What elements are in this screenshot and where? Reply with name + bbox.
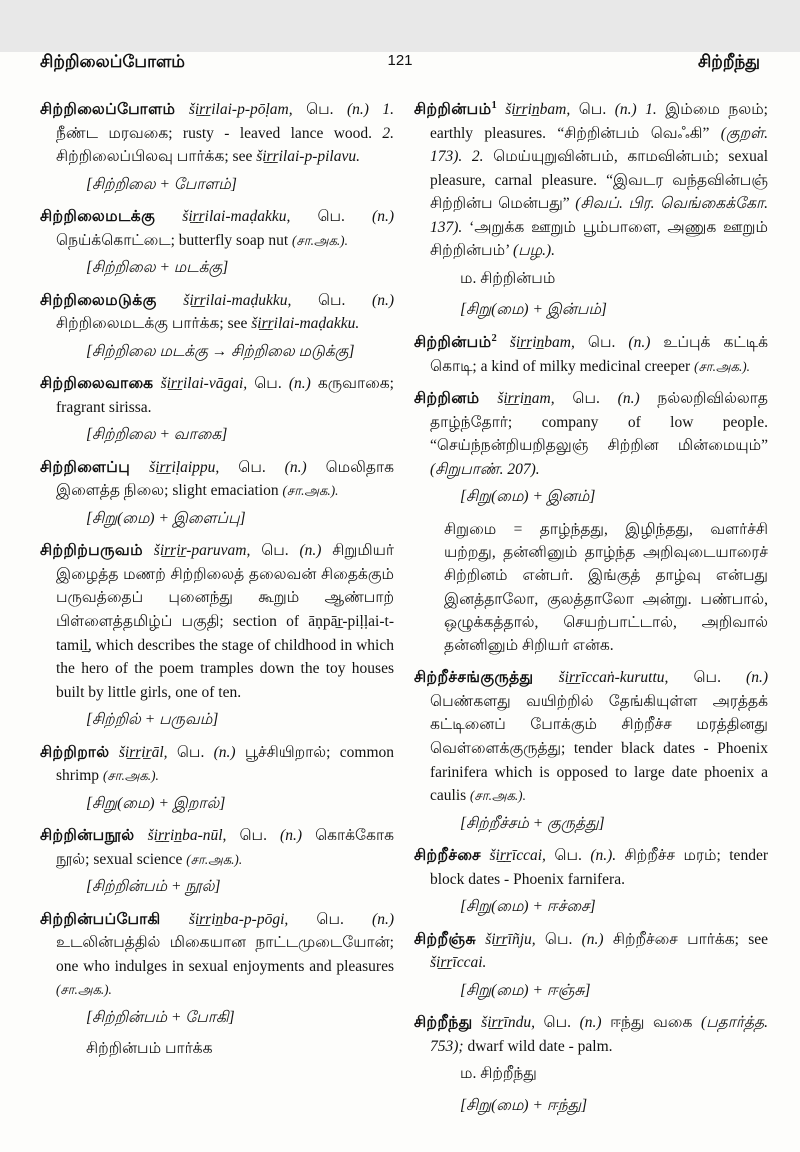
entry-text: பெ. [545, 847, 591, 865]
dictionary-entry [414, 331, 768, 378]
etymology-line [86, 424, 394, 446]
entry-text [161, 911, 189, 928]
entry-text: சிறுமியர் இழைத்த மணற் சிற்றிலைத் தலைவன் சிதைக்கும் பருவத்தைப் புனைந்து கூறும் ஆண்பாற் பிள்ளைத்தமிழ்ப் பகுதி; section of āṇpār̲-piḷḷai-t-tamil̲, which describes the stage of childhood in which the hero of the poem tramples down the toy houses built by little girls, one of ten. [56, 542, 394, 701]
entry-text: நீண்ட மரவகை; rusty - leaved lance wood. [56, 124, 383, 142]
entry-transliteration: šir̲r̲in̲ba-nūl, [147, 827, 227, 845]
entry-paragraph [414, 387, 768, 481]
entry-headword: சிற்றிலைமடக்கு [40, 208, 156, 226]
dictionary-entry [414, 98, 768, 322]
left-column [40, 98, 394, 1126]
entry-citation: [சிற்றீச்சம் + குருத்து] [460, 814, 605, 832]
entry-citation: (n.) [372, 910, 394, 928]
entry-citation: (n.) [628, 334, 651, 352]
entry-paragraph [414, 928, 768, 975]
entry-text [497, 101, 505, 118]
entry-citation: [சிற்றிலை + வாகை] [86, 426, 228, 444]
entry-text [637, 101, 645, 118]
homograph-number: 2 [491, 332, 497, 344]
etymology-line [86, 709, 394, 731]
running-head-right: சிற்றீந்து [697, 52, 760, 71]
entry-text [175, 101, 188, 118]
dictionary-entry [40, 824, 394, 899]
entry-headword: சிற்றிறால் [40, 743, 110, 761]
entry-citation: [சிற்றில் + பருவம்] [86, 711, 219, 729]
entry-transliteration: šir̲r̲īñju, [485, 930, 536, 948]
entry-text: உடலின்பத்தில் மிகையான நாட்டமுடையோன்; one who indulges in sexual enjoyments and pleasures [56, 934, 394, 975]
entry-text: ‘அறுக்க ஊறும் பூம்பாளை, அணுக ஊறும் சிற்றின்பம்’ [430, 218, 768, 260]
entry-text [130, 459, 149, 476]
text-columns [0, 76, 800, 1126]
right-column [414, 98, 768, 1126]
entry-paragraph [40, 98, 394, 169]
entry-paragraph [414, 666, 768, 807]
entry-paragraph [40, 539, 394, 704]
entry-citation: [சிறு(மை) + ஈந்து] [460, 1096, 588, 1114]
entry-text: பெ. [250, 542, 300, 560]
entry-citation: (n.) [299, 542, 322, 560]
homograph-number: 1 [491, 100, 497, 111]
entry-citation: [சிறு(மை) + ஈச்சை] [460, 898, 596, 916]
dictionary-entry [40, 372, 394, 447]
cross-reference-line [460, 268, 768, 290]
entry-text: பெண்களது வயிற்றில் தேங்கியுள்ள அரத்தக் கட்டினைப் போக்கும் சிற்றீச்ச மரத்தினது வெள்ளைக்குருத்து; tender black dates - Phoenix farinifera which is opposed to large date phoenix a caulis [430, 692, 768, 805]
entry-text: பூச்சியிறால்; common shrimp [56, 743, 395, 785]
dictionary-entry [40, 98, 394, 196]
entry-citation: (சிறுபாண். 207). [430, 460, 540, 478]
entry-text [462, 148, 472, 165]
entry-citation: 2. [382, 124, 394, 142]
entry-text: சிற்றின்பம் பார்க்க [86, 1040, 213, 1058]
entry-headword: சிற்றீஞ்சு [414, 930, 476, 948]
entry-text: பெ. [574, 334, 629, 352]
entry-text [480, 390, 498, 407]
entry-paragraph [40, 205, 394, 252]
entry-transliteration: šir̲r̲ir̲āl, [118, 743, 168, 761]
entry-citation: (n.) [372, 291, 394, 309]
entry-text: உப்புக் கட்டிக் கொடி; a kind of milky medicinal creeper [430, 334, 769, 375]
entry-transliteration: šir̲r̲ilai-p-pilavu. [256, 148, 360, 166]
entry-transliteration: šir̲r̲īccai, [489, 847, 546, 865]
entry-citation: [சிற்றின்பம் + போகி] [86, 1008, 235, 1026]
entry-transliteration: šir̲r̲in̲bam, [505, 101, 571, 119]
cross-reference-line [86, 1038, 394, 1060]
entry-text [135, 827, 148, 844]
entry-text [155, 208, 182, 225]
dictionary-entry [40, 205, 394, 280]
entry-citation: (n.) [213, 743, 236, 761]
entry-text: பெ. [535, 930, 582, 948]
source-abbreviation: (சா.அக.). [470, 788, 526, 804]
entry-text: சிற்றிலைமடக்கு பார்க்க; see [56, 315, 252, 333]
entry-citation: [சிற்றிலை + மடக்கு] [86, 259, 229, 277]
entry-text: பெ. [570, 101, 615, 119]
etymology-line [460, 1095, 768, 1117]
source-abbreviation: (சா.அக.). [186, 851, 243, 867]
entry-citation: (n.) [581, 930, 604, 948]
entry-citation: 1. [382, 101, 395, 118]
entry-text: பெ. [554, 390, 618, 408]
entry-citation: (n.) [617, 390, 640, 408]
etymology-line [460, 896, 768, 918]
entry-text [473, 1014, 482, 1031]
entry-transliteration: šir̲r̲in̲ba-p-pōgi, [188, 910, 289, 928]
etymology-line [86, 1007, 394, 1029]
entry-text: மெலிதாக இளைத்த நிலை; slight emaciation [56, 458, 394, 500]
entry-headword: சிற்றின்பம் [414, 101, 492, 119]
entry-paragraph [40, 908, 394, 1002]
entry-text: நெய்க்கொட்டை; butterfly soap nut [56, 231, 293, 249]
entry-citation: [சிற்றின்பம் + நூல்] [86, 878, 221, 896]
source-abbreviation: (சா.அக.). [282, 483, 339, 499]
dictionary-entry [40, 908, 394, 1061]
etymology-line [86, 876, 394, 898]
etymology-line [86, 174, 394, 196]
usage-note [444, 518, 768, 658]
entry-text: சிறுமை = தாழ்ந்தது, இழிந்தது, வளர்ச்சி யற்றது, தன்னினும் தாழ்ந்த அறிவுடையாரைச் சிற்றினம் என்பர். இங்குத் தாழ்வு என்பது இனத்தாலோ, குலத்தாலோ அன்று. பண்பால், ஒழுக்கத்தால், செயற்பாட்டால், அறிவால் தன்னினும் சிறியர் என்க. [444, 520, 768, 655]
dictionary-page [0, 52, 800, 1152]
entry-headword: சிற்றிலைப்போளம் [40, 101, 176, 118]
entry-paragraph [40, 289, 394, 336]
page-number: 121 [387, 52, 413, 69]
dictionary-entry [414, 666, 768, 835]
entry-transliteration: šir̲r̲ilai-vāgai, [160, 375, 248, 393]
dictionary-entry [40, 539, 394, 731]
entry-text [497, 334, 510, 351]
entry-citation: (n.) [614, 101, 637, 119]
entry-headword: சிற்றீந்து [414, 1014, 473, 1032]
entry-headword: சிற்றிற்பருவம் [40, 542, 143, 560]
entry-headword: சிற்றீச்சை [414, 847, 482, 865]
entry-citation: [சிறு(மை) + இன்பம்] [460, 301, 607, 319]
entry-citation: (n.) [372, 208, 394, 226]
entry-paragraph [414, 844, 768, 891]
entry-text: பெ. [291, 291, 373, 309]
entry-text: dwarf wild date - palm. [463, 1037, 613, 1055]
entry-headword: சிற்றிலைவாகை [40, 375, 154, 393]
cross-reference-line [460, 1063, 768, 1085]
etymology-line [86, 793, 394, 815]
entry-citation: (n.) [579, 1014, 602, 1032]
entry-citation: 2. [471, 148, 484, 166]
entry-text: ம. சிற்றின்பம் [460, 269, 556, 287]
entry-paragraph [40, 824, 394, 871]
etymology-line [86, 508, 394, 530]
entry-headword: சிற்றிளைப்பு [40, 458, 131, 476]
page-header [40, 52, 760, 76]
source-abbreviation: (சா.அக.). [694, 358, 750, 374]
etymology-line [86, 341, 394, 363]
entry-transliteration: šir̲r̲ilai-maḍakku. [251, 315, 360, 333]
entry-text: பெ. [167, 743, 214, 761]
entry-paragraph [414, 98, 768, 263]
dictionary-entry [414, 844, 768, 919]
entry-citation: [சிற்றிலை மடக்கு → சிற்றிலை மடுக்கு] [86, 342, 355, 360]
source-abbreviation: (சா.அக.). [56, 982, 112, 998]
entry-text: மெய்யுறுவின்பம், காமவின்பம்; sexual pleasure, carnal pleasure. “இவடர வந்தவின்பஞ் சிற்றின்ப மென்பது” [430, 148, 769, 213]
entry-text: பெ. [288, 910, 373, 928]
entry-transliteration: šir̲r̲in̲bam, [509, 334, 575, 352]
entry-text: பெ. [290, 208, 373, 226]
entry-text: சிற்றிலைப்பிலவு பார்க்க; see [56, 148, 257, 166]
etymology-line [460, 299, 768, 321]
entry-citation: (குறள். 173). [430, 124, 768, 166]
entry-transliteration: šir̲r̲in̲am, [497, 390, 555, 408]
entry-text: பெ. [292, 101, 347, 118]
entry-paragraph [40, 372, 394, 419]
entry-text: ஈந்து வகை [601, 1014, 701, 1032]
entry-paragraph [40, 741, 394, 788]
entry-text [143, 542, 154, 559]
dictionary-entry [414, 1011, 768, 1117]
entry-transliteration: šir̲r̲ilai-maḍakku, [182, 208, 291, 226]
etymology-line [460, 486, 768, 508]
etymology-line [460, 813, 768, 835]
dictionary-entry [40, 741, 394, 816]
entry-citation: (n.) [746, 669, 768, 687]
entry-citation: 1. [645, 101, 657, 119]
entry-text [534, 669, 559, 686]
entry-text [369, 101, 382, 118]
entry-transliteration: šir̲r̲īccai. [430, 954, 487, 972]
entry-transliteration: šir̲r̲ilai-maḍukku, [183, 291, 292, 309]
etymology-line [460, 980, 768, 1002]
entry-text [157, 292, 184, 309]
source-abbreviation: (சா.அக.). [102, 768, 159, 784]
entry-text: பெ. [668, 669, 747, 687]
entry-text: சிற்றீச்சை பார்க்க; see [603, 930, 769, 948]
entry-headword: சிற்றிலைமடுக்கு [40, 291, 157, 309]
entry-text: சிற்றீச்ச மரம்; tender block dates - Phoenix farnifera. [430, 847, 768, 888]
etymology-line [86, 257, 394, 279]
entry-paragraph [414, 331, 768, 378]
entry-text: பெ. [247, 375, 289, 393]
entry-text: ம. சிற்றீந்து [460, 1065, 537, 1083]
entry-citation: (n.) [346, 101, 369, 118]
entry-text [153, 375, 160, 392]
entry-headword: சிற்றினம் [414, 390, 480, 408]
entry-citation: [சிறு(மை) + ஈஞ்சு] [460, 981, 591, 999]
entry-transliteration: šir̲r̲īccaṅ-kuruttu, [558, 669, 669, 687]
entry-citation: (n.) [284, 458, 307, 476]
entry-text: பெ. [219, 458, 285, 476]
entry-headword: சிற்றின்பம் [414, 334, 492, 352]
entry-citation: (பதார்த்த. 753); [430, 1014, 769, 1055]
dictionary-entry [40, 456, 394, 531]
entry-paragraph [40, 456, 394, 503]
entry-citation: (பழ.). [512, 242, 556, 260]
entry-text [481, 847, 489, 864]
entry-transliteration: šir̲r̲ir̲-paruvam, [153, 542, 251, 560]
entry-text: பெ. [226, 827, 281, 845]
entry-headword: சிற்றின்பநூல் [40, 827, 135, 845]
entry-paragraph [414, 1011, 768, 1058]
entry-citation: [சிறு(மை) + இளைப்பு] [86, 509, 246, 527]
entry-transliteration: šir̲r̲iḷaippu, [149, 458, 220, 476]
dictionary-entry [40, 289, 394, 364]
entry-citation: (n.) [288, 375, 311, 393]
entry-citation: [சிறு(மை) + இனம்] [460, 488, 596, 506]
entry-text: நல்லறிவில்லாத தாழ்ந்தோர்; company of low people. “செய்ந்நன்றியறிதலுஞ் சிற்றின மின்மையும்” [430, 390, 768, 455]
entry-headword: சிற்றீச்சங்குருத்து [414, 669, 534, 687]
entry-text: கருவாகை; fragrant sirissa. [56, 375, 394, 416]
dictionary-entry [414, 387, 768, 657]
entry-text: கொக்கோக நூல்; sexual science [56, 827, 394, 868]
dictionary-entry [414, 928, 768, 1003]
entry-citation: [சிறு(மை) + இறால்] [86, 794, 226, 812]
entry-citation: [சிற்றிலை + போளம்] [86, 175, 237, 193]
entry-text: இம்மை நலம்; earthly pleasures. “சிற்றின்பம் வெஃகி” [430, 101, 768, 142]
entry-transliteration: šir̲r̲īndu, [481, 1014, 535, 1032]
running-head-left: சிற்றிலைப்போளம் [40, 52, 185, 71]
entry-text [476, 931, 485, 948]
entry-citation: (n.) [280, 827, 302, 845]
entry-citation: (n.). [590, 847, 617, 865]
entry-transliteration: šir̲r̲ilai-p-pōḷam, [188, 101, 293, 118]
entry-citation: (சிவப். பிர. வெங்கைக்கோ. 137). [430, 195, 768, 236]
source-abbreviation: (சா.அக.). [292, 232, 348, 248]
entry-headword: சிற்றின்பப்போகி [40, 910, 161, 928]
entry-text [110, 744, 119, 761]
entry-text: பெ. [535, 1014, 580, 1032]
